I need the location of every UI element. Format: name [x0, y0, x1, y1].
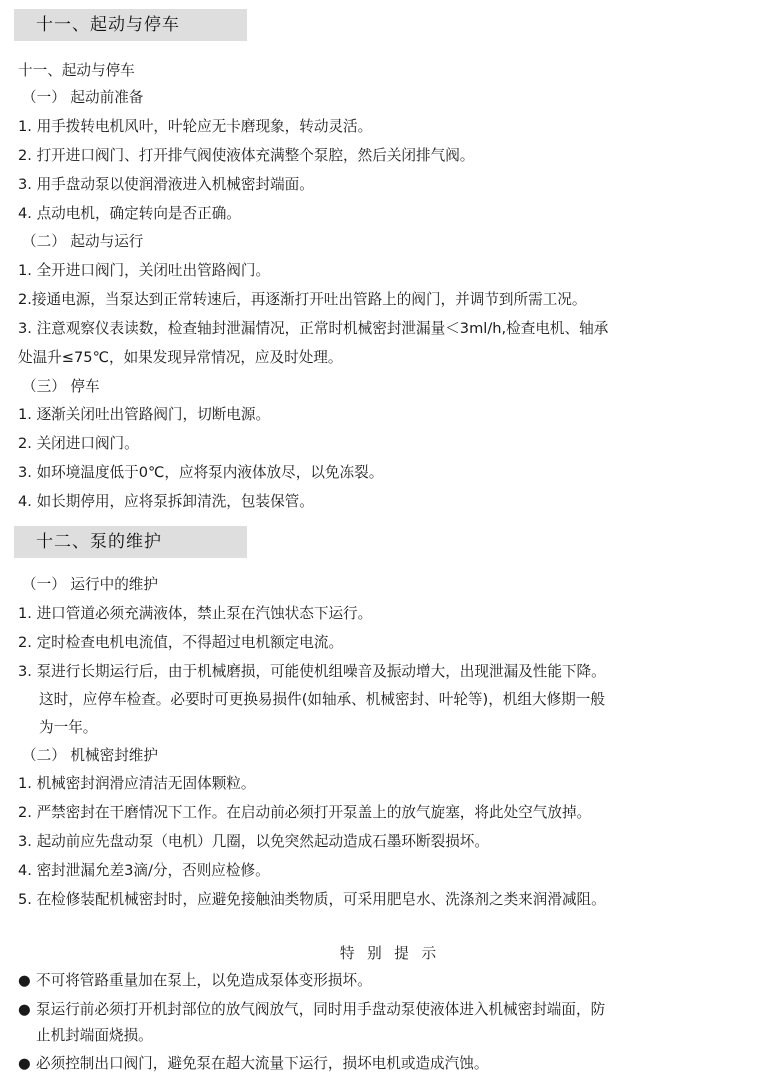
list-item-continuation: 处温升≤75℃，如果发现异常情况，应及时处理。: [18, 349, 343, 366]
list-item: 5. 在检修装配机械密封时，应避免接触油类物质，可采用肥皂水、洗涤剂之类来润滑减阻。: [18, 891, 606, 908]
list-item: 1. 用手拨转电机风叶，叶轮应无卡磨现象，转动灵活。: [18, 118, 373, 135]
section-11-header: 十一、起动与停车: [14, 9, 247, 41]
list-item: 1. 机械密封润滑应清洁无固体颗粒。: [18, 775, 256, 792]
list-item: 2.接通电源，当泵达到正常转速后，再逐渐打开吐出管路上的阀门，并调节到所需工况。: [18, 291, 587, 308]
notice-item-text: 泵运行前必须打开机封部位的放气阀放气，同时用手盘动泵使液体进入机械密封端面，防: [36, 1001, 606, 1018]
list-item: 4. 点动电机，确定转向是否正确。: [18, 205, 241, 222]
section-11-title: 十一、起动与停车: [18, 62, 135, 79]
list-item: 3. 泵进行长期运行后，由于机械磨损，可能使机组噪音及振动增大，出现泄漏及性能下降。: [18, 663, 606, 680]
subsection-heading-prestart: （一） 起动前准备: [22, 89, 144, 106]
list-item: 3. 注意观察仪表读数，检查轴封泄漏情况，正常时机械密封泄漏量＜3ml/h,检查电机、轴承: [18, 320, 609, 337]
list-item: 3. 起动前应先盘动泵（电机）几圈，以免突然起动造成石墨环断裂损坏。: [18, 833, 489, 850]
bullet-icon: ●: [18, 1001, 31, 1018]
notice-title: 特 别 提 示: [339, 945, 441, 962]
notice-item: [18, 1054, 488, 1074]
notice-item: [18, 1000, 605, 1020]
list-item: 2. 严禁密封在干磨情况下工作。在启动前必须打开泵盖上的放气旋塞，将此处空气放掉。: [18, 804, 592, 821]
subsection-heading-stop: （三） 停车: [22, 378, 100, 395]
list-item: 4. 如长期停用，应将泵拆卸清洗，包装保管。: [18, 493, 314, 510]
notice-item-text: 必须控制出口阀门，避免泵在超大流量下运行，损坏电机或造成汽蚀。: [36, 1055, 489, 1072]
notice-item-continuation: 止机封端面烧损。: [36, 1027, 153, 1044]
list-item: 1. 进口管道必须充满液体，禁止泵在汽蚀状态下运行。: [18, 605, 373, 622]
list-item: 2. 打开进口阀门、打开排气阀使液体充满整个泵腔，然后关闭排气阀。: [18, 147, 475, 164]
list-item: 2. 关闭进口阀门。: [18, 435, 139, 452]
section-12-header: 十二、泵的维护: [14, 526, 247, 558]
subsection-heading-running-maintenance: （一） 运行中的维护: [22, 576, 158, 593]
list-item-continuation: 为一年。: [39, 719, 98, 736]
list-item: 3. 如环境温度低于0℃，应将泵内液体放尽，以免冻裂。: [18, 464, 384, 481]
list-item: 1. 全开进口阀门，关闭吐出管路阀门。: [18, 262, 271, 279]
list-item: 1. 逐渐关闭吐出管路阀门，切断电源。: [18, 406, 271, 423]
notice-item-text: 不可将管路重量加在泵上，以免造成泵体变形损坏。: [36, 972, 372, 989]
bullet-icon: ●: [18, 972, 31, 989]
list-item-continuation: 这时，应停车检查。必要时可更换易损件(如轴承、机械密封、叶轮等)，机组大修期一般: [39, 691, 605, 708]
bullet-icon: ●: [18, 1055, 31, 1072]
list-item: 3. 用手盘动泵以使润滑液进入机械密封端面。: [18, 176, 314, 193]
list-item: 2. 定时检查电机电流值，不得超过电机额定电流。: [18, 634, 344, 651]
subsection-heading-start-run: （二） 起动与运行: [22, 233, 144, 250]
list-item: 4. 密封泄漏允差3滴/分，否则应检修。: [18, 862, 270, 879]
subsection-heading-seal-maintenance: （二） 机械密封维护: [22, 747, 158, 764]
notice-item: [18, 971, 372, 991]
